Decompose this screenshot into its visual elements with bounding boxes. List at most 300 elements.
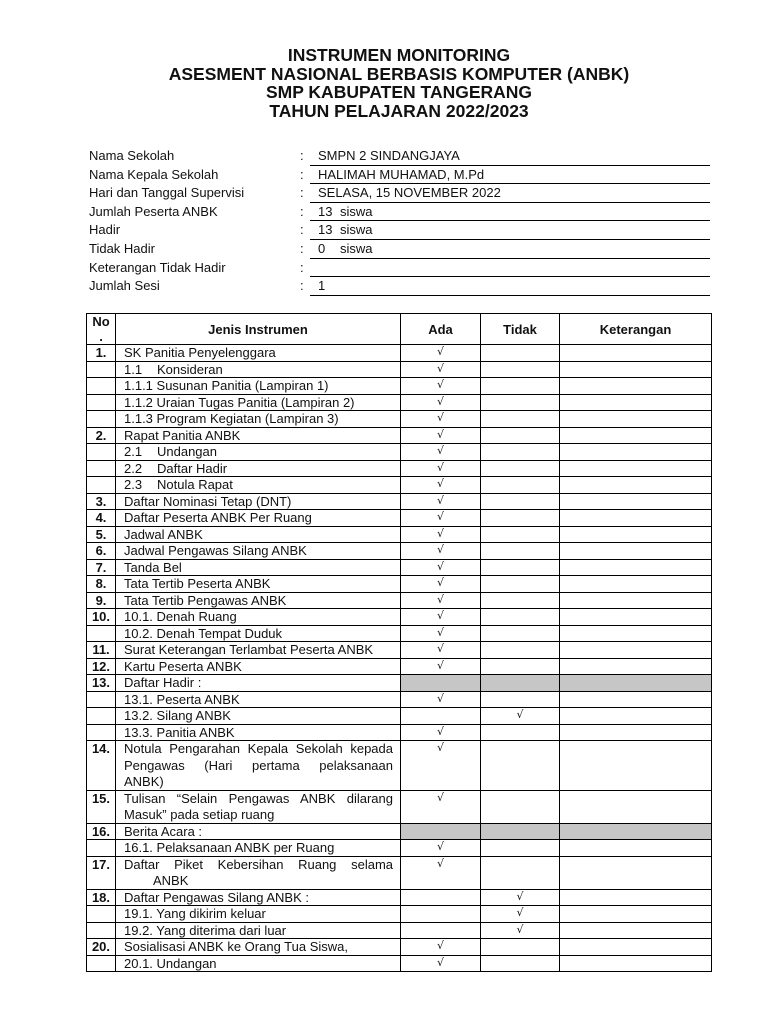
ada-cell <box>401 890 481 907</box>
check-mark: √ <box>436 691 444 705</box>
check-mark: √ <box>436 444 444 457</box>
check-mark: √ <box>436 378 444 391</box>
check-mark: √ <box>436 724 444 738</box>
keterangan-cell <box>560 659 712 676</box>
keterangan-cell <box>560 345 712 362</box>
header-keterangan: Keterangan <box>560 314 712 345</box>
keterangan-cell <box>560 675 712 692</box>
instrument-name <box>116 956 401 973</box>
table-row <box>87 956 712 973</box>
keterangan-cell <box>560 411 712 428</box>
info-row-jumlah-peserta <box>86 203 712 222</box>
ada-cell <box>401 642 481 659</box>
tidak-cell <box>481 428 560 445</box>
info-row-nama-sekolah <box>86 147 712 166</box>
check-mark: √ <box>436 559 444 573</box>
info-row-tidak-hadir <box>86 240 712 259</box>
tidak-cell <box>481 741 560 791</box>
info-value <box>310 203 710 222</box>
ada-cell <box>401 906 481 923</box>
ada-cell <box>401 527 481 544</box>
tidak-cell <box>481 461 560 478</box>
ada-cell <box>401 560 481 577</box>
item-label: Rapat Panitia ANBK <box>124 427 241 443</box>
table-row <box>87 642 712 659</box>
table-row <box>87 906 712 923</box>
ada-cell <box>401 824 481 841</box>
check-mark: √ <box>436 345 444 358</box>
row-number: 2. <box>87 428 116 445</box>
table-row <box>87 741 712 791</box>
check-mark: √ <box>436 394 444 408</box>
ada-cell <box>401 923 481 940</box>
table-row <box>87 609 712 626</box>
row-number: 13. <box>87 675 116 692</box>
row-number <box>87 923 116 940</box>
table-header <box>87 314 712 345</box>
keterangan-cell <box>560 824 712 841</box>
row-number <box>87 692 116 709</box>
ada-cell <box>401 626 481 643</box>
row-number: 12. <box>87 659 116 676</box>
header-tidak: Tidak <box>481 314 560 345</box>
ada-cell <box>401 494 481 511</box>
keterangan-cell <box>560 576 712 593</box>
row-number: 5. <box>87 527 116 544</box>
instrument-name <box>116 659 401 676</box>
keterangan-cell <box>560 527 712 544</box>
row-number: 14. <box>87 741 116 791</box>
instrument-name <box>116 395 401 412</box>
row-number <box>87 395 116 412</box>
instrument-name <box>116 906 401 923</box>
ada-cell <box>401 576 481 593</box>
table-row <box>87 824 712 841</box>
item-label: Daftar Pengawas Silang ANBK : <box>124 889 309 905</box>
check-mark: √ <box>516 708 524 721</box>
check-mark: √ <box>516 922 524 936</box>
item-label: Kartu Peserta ANBK <box>124 658 242 674</box>
keterangan-cell <box>560 708 712 725</box>
item-label: 13.2. Silang ANBK <box>124 708 231 723</box>
instrument-name <box>116 527 401 544</box>
instrument-name <box>116 362 401 379</box>
instrument-name <box>116 692 401 709</box>
ada-cell <box>401 692 481 709</box>
keterangan-cell <box>560 543 712 560</box>
header-no-label: No . <box>92 314 110 344</box>
tidak-cell <box>481 609 560 626</box>
item-label: 13.1. Peserta ANBK <box>124 691 240 707</box>
check-mark: √ <box>436 526 444 540</box>
ada-cell <box>401 659 481 676</box>
info-colon: : <box>300 148 304 163</box>
tidak-cell <box>481 345 560 362</box>
tidak-cell <box>481 675 560 692</box>
table-row <box>87 527 712 544</box>
item-label: 1.1.3 Program Kegiatan (Lampiran 3) <box>124 411 339 426</box>
info-label: Hari dan Tanggal Supervisi <box>89 185 245 201</box>
tidak-cell <box>481 956 560 973</box>
table-row <box>87 560 712 577</box>
ada-cell <box>401 510 481 527</box>
instrument-name <box>116 428 401 445</box>
instrument-name <box>116 675 401 692</box>
tidak-cell <box>481 857 560 890</box>
instrument-name <box>116 857 401 890</box>
table-row <box>87 461 712 478</box>
header-jenis-instrumen: Jenis Instrumen <box>116 314 401 345</box>
info-count: 13 <box>318 203 333 219</box>
item-label: 1.1.1 Susunan Panitia (Lampiran 1) <box>124 378 329 393</box>
item-prefix: 2.3 <box>124 477 143 492</box>
keterangan-cell <box>560 956 712 973</box>
keterangan-cell <box>560 840 712 857</box>
row-number: 4. <box>87 510 116 527</box>
table-row <box>87 659 712 676</box>
tidak-cell <box>481 543 560 560</box>
check-mark: √ <box>436 642 444 655</box>
check-mark: √ <box>436 658 444 672</box>
item-line: Tulisan “Selain Pengawas ANBK dilarang <box>124 790 393 806</box>
check-mark: √ <box>436 493 444 507</box>
info-colon: : <box>300 222 304 238</box>
info-colon: : <box>300 240 304 256</box>
keterangan-cell <box>560 444 712 461</box>
info-label: Keterangan Tidak Hadir <box>89 259 226 275</box>
table-row <box>87 923 712 940</box>
tidak-cell <box>481 906 560 923</box>
info-colon: : <box>300 166 304 182</box>
check-mark: √ <box>436 361 444 375</box>
ada-cell <box>401 461 481 478</box>
tidak-cell <box>481 791 560 824</box>
info-value-text: HALIMAH MUHAMAD, M.Pd <box>318 166 485 182</box>
instrument-name <box>116 378 401 395</box>
keterangan-cell <box>560 395 712 412</box>
tidak-cell <box>481 411 560 428</box>
keterangan-cell <box>560 609 712 626</box>
table-row <box>87 477 712 494</box>
table-row <box>87 510 712 527</box>
tidak-cell <box>481 642 560 659</box>
item-label: 19.2. Yang diterima dari luar <box>124 922 287 938</box>
row-number <box>87 840 116 857</box>
tidak-cell <box>481 626 560 643</box>
tidak-cell <box>481 692 560 709</box>
table-row <box>87 791 712 824</box>
row-number <box>87 378 116 395</box>
check-mark: √ <box>436 939 444 952</box>
item-label: 10.1. Denah Ruang <box>124 609 237 624</box>
tidak-cell <box>481 494 560 511</box>
row-number <box>87 444 116 461</box>
ada-cell <box>401 345 481 362</box>
tidak-cell <box>481 395 560 412</box>
info-unit: siswa <box>340 240 373 256</box>
tidak-cell <box>481 593 560 610</box>
row-number: 7. <box>87 560 116 577</box>
instrument-name <box>116 461 401 478</box>
header-ada: Ada <box>401 314 481 345</box>
ada-cell <box>401 477 481 494</box>
item-line: Pengawas (Hari pertama pelaksanaan <box>124 757 393 773</box>
table-row <box>87 378 712 395</box>
tidak-cell <box>481 444 560 461</box>
check-mark: √ <box>436 609 444 622</box>
ada-cell <box>401 708 481 725</box>
instrument-name <box>116 708 401 725</box>
item-label: Sosialisasi ANBK ke Orang Tua Siswa, <box>124 939 348 954</box>
item-prefix: 2.1 <box>124 444 143 459</box>
instrument-name <box>116 477 401 494</box>
row-number: 20. <box>87 939 116 956</box>
check-mark: √ <box>436 477 444 490</box>
title-line: ASESMENT NASIONAL BERBASIS KOMPUTER (ANBK) <box>168 63 630 84</box>
item-line: Notula Pengarahan Kepala Sekolah kepada <box>124 741 393 756</box>
item-prefix: 1.1 <box>124 361 143 377</box>
info-label: Nama Kepala Sekolah <box>89 166 219 182</box>
row-number: 9. <box>87 593 116 610</box>
row-number <box>87 725 116 742</box>
table-row <box>87 840 712 857</box>
info-row-kepala-sekolah <box>86 166 712 185</box>
item-label: Surat Keterangan Terlambat Peserta ANBK <box>124 642 374 657</box>
check-mark: √ <box>436 510 444 523</box>
ada-cell <box>401 395 481 412</box>
table-body <box>87 345 712 972</box>
check-mark: √ <box>436 427 444 441</box>
check-mark: √ <box>436 543 444 556</box>
keterangan-cell <box>560 626 712 643</box>
keterangan-cell <box>560 791 712 824</box>
keterangan-cell <box>560 692 712 709</box>
info-row-keterangan-tidak-hadir <box>86 259 712 278</box>
check-mark: √ <box>436 411 444 424</box>
item-line: ANBK) <box>124 774 164 789</box>
tidak-cell <box>481 378 560 395</box>
school-info <box>86 147 712 296</box>
info-unit: siswa <box>340 222 373 238</box>
instrument-name <box>116 593 401 610</box>
keterangan-cell <box>560 477 712 494</box>
item-label: Daftar Peserta ANBK Per Ruang <box>124 510 312 525</box>
check-mark: √ <box>436 955 444 969</box>
keterangan-cell <box>560 857 712 890</box>
table-row <box>87 428 712 445</box>
row-number <box>87 906 116 923</box>
item-label: 16.1. Pelaksanaan ANBK per Ruang <box>124 840 335 855</box>
item-label: SK Panitia Penyelenggara <box>124 345 276 360</box>
tidak-cell <box>481 725 560 742</box>
item-label: Daftar Nominasi Tetap (DNT) <box>124 493 292 509</box>
ada-cell <box>401 939 481 956</box>
info-colon: : <box>300 259 304 275</box>
row-number: 3. <box>87 494 116 511</box>
item-label: Tata Tertib Peserta ANBK <box>124 576 271 591</box>
table-row <box>87 362 712 379</box>
tidak-cell <box>481 560 560 577</box>
header-no <box>87 314 116 345</box>
ada-cell <box>401 378 481 395</box>
tidak-cell <box>481 824 560 841</box>
instrument-name <box>116 510 401 527</box>
row-number <box>87 708 116 725</box>
info-label: Tidak Hadir <box>89 240 155 256</box>
row-number: 11. <box>87 642 116 659</box>
info-row-tanggal-supervisi <box>86 184 712 203</box>
keterangan-cell <box>560 725 712 742</box>
item-label: Tata Tertib Pengawas ANBK <box>124 592 287 608</box>
tidak-cell <box>481 708 560 725</box>
instrument-name <box>116 923 401 940</box>
item-label: 13.3. Panitia ANBK <box>124 724 235 740</box>
info-colon: : <box>300 185 304 201</box>
info-value <box>310 166 710 185</box>
row-number: 18. <box>87 890 116 907</box>
table-row <box>87 675 712 692</box>
item-label: 20.1. Undangan <box>124 955 217 971</box>
ada-cell <box>401 411 481 428</box>
instrument-name <box>116 840 401 857</box>
instrument-name <box>116 411 401 428</box>
item-label: 19.1. Yang dikirim keluar <box>124 906 266 921</box>
item-label: 10.2. Denah Tempat Duduk <box>124 625 283 641</box>
instrument-name <box>116 609 401 626</box>
keterangan-cell <box>560 428 712 445</box>
instrument-name <box>116 626 401 643</box>
title-line: INSTRUMEN MONITORING <box>287 45 511 65</box>
instrument-name <box>116 494 401 511</box>
ada-cell <box>401 956 481 973</box>
table-row <box>87 725 712 742</box>
ada-cell <box>401 791 481 824</box>
tidak-cell <box>481 477 560 494</box>
check-mark: √ <box>436 790 444 804</box>
info-label: Jumlah Peserta ANBK <box>89 203 218 219</box>
instrument-name <box>116 345 401 362</box>
check-mark: √ <box>436 592 444 606</box>
ada-cell <box>401 593 481 610</box>
info-count: 13 <box>318 222 333 238</box>
table-row <box>87 444 712 461</box>
keterangan-cell <box>560 510 712 527</box>
info-row-hadir <box>86 221 712 240</box>
tidak-cell <box>481 939 560 956</box>
info-colon: : <box>300 203 304 219</box>
info-label: Nama Sekolah <box>89 148 175 163</box>
keterangan-cell <box>560 378 712 395</box>
keterangan-cell <box>560 923 712 940</box>
info-value <box>310 240 710 259</box>
table-row <box>87 939 712 956</box>
check-mark: √ <box>436 741 444 754</box>
document-title <box>86 46 712 121</box>
keterangan-cell <box>560 741 712 791</box>
keterangan-cell <box>560 890 712 907</box>
tidak-cell <box>481 890 560 907</box>
tidak-cell <box>481 527 560 544</box>
item-label: Undangan <box>157 444 217 459</box>
row-number <box>87 461 116 478</box>
instrument-name <box>116 791 401 824</box>
instrument-name <box>116 543 401 560</box>
item-label: Jadwal ANBK <box>124 526 203 542</box>
keterangan-cell <box>560 593 712 610</box>
ada-cell <box>401 675 481 692</box>
instrument-name <box>116 824 401 841</box>
info-label: Jumlah Sesi <box>89 278 160 294</box>
item-label: Daftar Hadir <box>157 460 228 476</box>
tidak-cell <box>481 362 560 379</box>
instrument-name <box>116 890 401 907</box>
check-mark: √ <box>516 889 524 903</box>
instrument-name <box>116 741 401 791</box>
table-row <box>87 626 712 643</box>
ada-cell <box>401 741 481 791</box>
info-value <box>310 259 710 278</box>
item-label: Tanda Bel <box>124 559 182 575</box>
instrument-name <box>116 939 401 956</box>
table-row <box>87 576 712 593</box>
instrument-name <box>116 444 401 461</box>
keterangan-cell <box>560 560 712 577</box>
item-label: Notula Rapat <box>157 477 233 492</box>
row-number: 1. <box>87 345 116 362</box>
table-row <box>87 395 712 412</box>
row-number: 17. <box>87 857 116 890</box>
item-line: Daftar Piket Kebersihan Ruang selama <box>124 856 393 872</box>
tidak-cell <box>481 576 560 593</box>
ada-cell <box>401 840 481 857</box>
item-label: Daftar Hadir : <box>124 675 202 690</box>
info-value <box>310 184 710 203</box>
row-number <box>87 362 116 379</box>
table-row <box>87 494 712 511</box>
check-mark: √ <box>436 856 444 870</box>
table-row <box>87 708 712 725</box>
ada-cell <box>401 609 481 626</box>
instrument-name <box>116 576 401 593</box>
row-number <box>87 956 116 973</box>
info-value-text: SELASA, 15 NOVEMBER 2022 <box>318 185 501 201</box>
ada-cell <box>401 857 481 890</box>
title-line: TAHUN PELAJARAN 2022/2023 <box>269 101 529 122</box>
info-count: 0 <box>318 240 326 256</box>
keterangan-cell <box>560 461 712 478</box>
row-number: 15. <box>87 791 116 824</box>
table-row <box>87 593 712 610</box>
ada-cell <box>401 428 481 445</box>
row-number: 16. <box>87 824 116 841</box>
tidak-cell <box>481 840 560 857</box>
item-label: 1.1.2 Uraian Tugas Panitia (Lampiran 2) <box>124 394 355 410</box>
instrument-table <box>86 313 712 972</box>
item-line: ANBK <box>153 873 189 888</box>
info-value <box>310 221 710 240</box>
check-mark: √ <box>436 840 444 853</box>
info-colon: : <box>300 278 304 294</box>
ada-cell <box>401 362 481 379</box>
row-number: 10. <box>87 609 116 626</box>
ada-cell <box>401 543 481 560</box>
info-row-jumlah-sesi <box>86 277 712 296</box>
instrument-name <box>116 725 401 742</box>
info-value-text: 1 <box>318 278 326 294</box>
table-row <box>87 543 712 560</box>
row-number <box>87 411 116 428</box>
ada-cell <box>401 444 481 461</box>
